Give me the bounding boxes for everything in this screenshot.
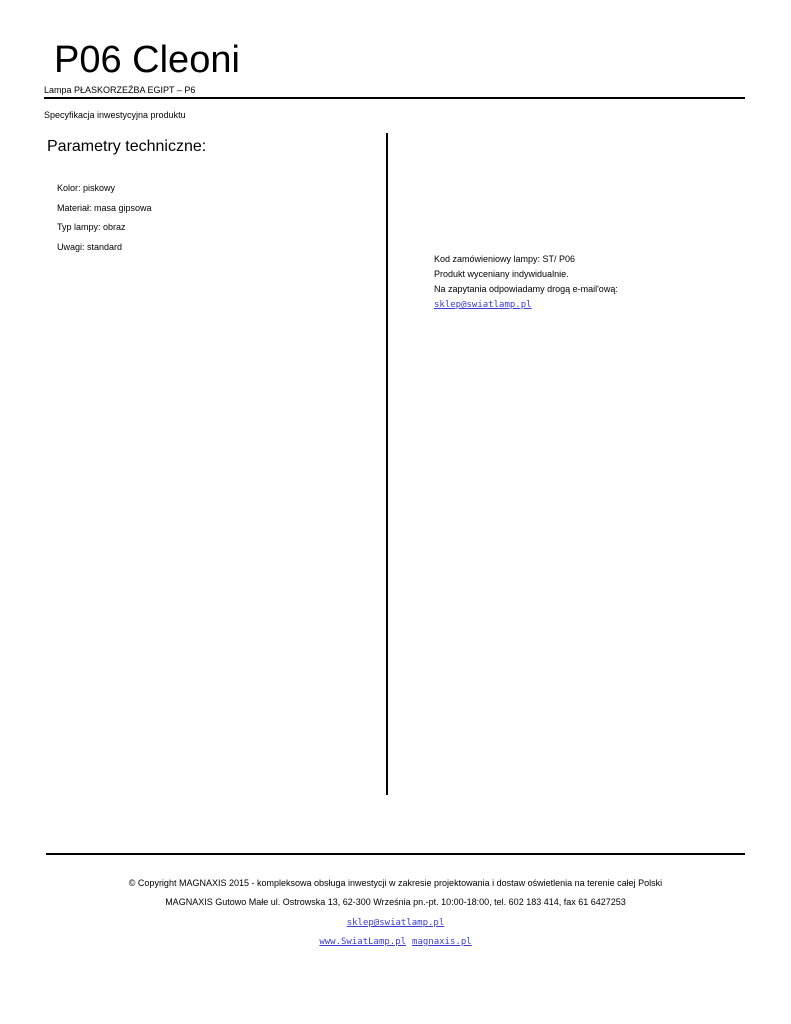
product-subtitle: Lampa PŁASKORZEŹBA EGIPT – P6 — [44, 85, 196, 95]
column-divider — [386, 133, 388, 795]
footer-magnaxis-link[interactable]: magnaxis.pl — [412, 937, 472, 947]
contact-note: Na zapytania odpowiadamy drogą e-mail'ową: — [434, 284, 618, 294]
order-code: Kod zamówieniowy lampy: ST/ P06 — [434, 254, 576, 264]
parameters-list — [57, 182, 152, 260]
param-material: Materiał: masa gipsowa — [57, 202, 152, 213]
param-notes: Uwagi: standard — [57, 241, 123, 252]
header-divider — [44, 97, 745, 99]
footer-address: MAGNAXIS Gutowo Małe ul. Ostrowska 13, 62-300 Września pn.-pt. 10:00-18:00, tel. 602 183 414, fax 61 6427253 — [165, 897, 626, 907]
page-title: P06 Cleoni — [54, 39, 240, 81]
param-lamp-type: Typ lampy: obraz — [57, 222, 126, 232]
footer-copyright: © Copyright MAGNAXIS 2015 - kompleksowa obsługa inwestycji w zakresie projektowania i dostaw oświetlenia na terenie całej Polski — [128, 878, 663, 888]
footer-email-link[interactable]: sklep@swiatlamp.pl — [346, 918, 445, 928]
order-email-link[interactable]: sklep@swiatlamp.pl — [434, 300, 532, 310]
footer-swiatlamp-link[interactable]: www.SwiatLamp.pl — [319, 937, 407, 947]
order-info — [434, 252, 618, 313]
parameters-heading: Parametry techniczne: — [47, 138, 207, 155]
footer-links-row — [0, 935, 791, 948]
pricing-note: Produkt wyceniany indywidualnie. — [434, 269, 569, 279]
spec-label: Specyfikacja inwestycyjna produktu — [44, 110, 186, 120]
param-color: Kolor: piskowy — [57, 183, 116, 193]
footer-email-row — [0, 916, 791, 929]
footer-divider — [46, 853, 745, 855]
